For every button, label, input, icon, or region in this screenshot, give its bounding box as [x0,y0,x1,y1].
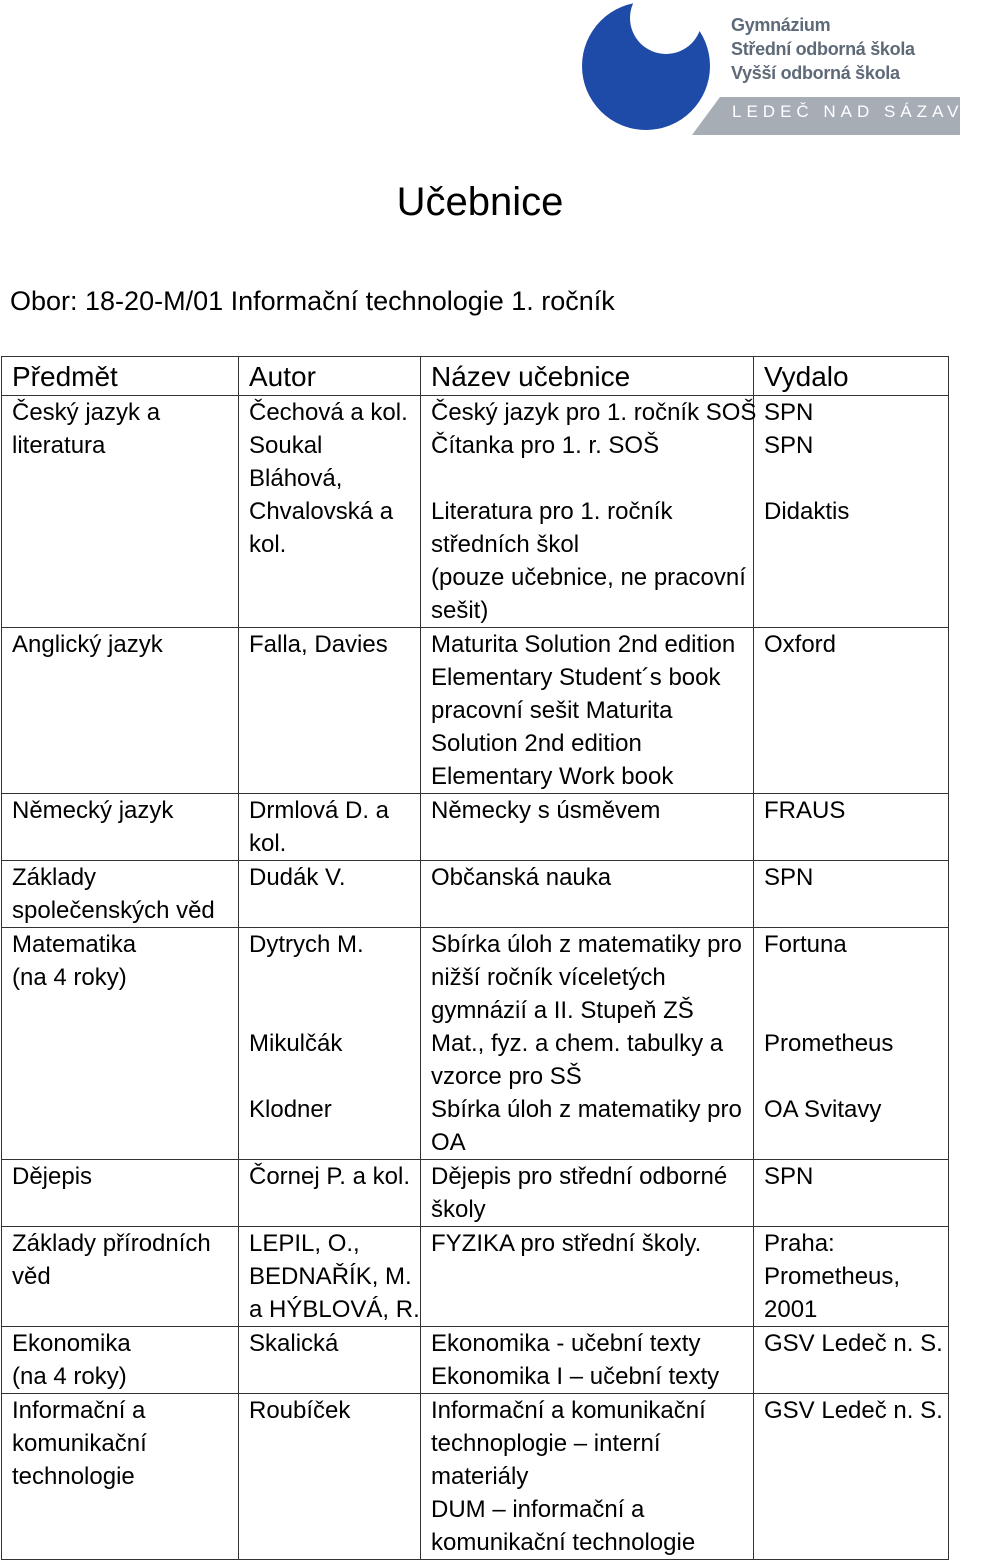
author-line: Skalická [249,1330,339,1357]
publisher-line: Didaktis [764,498,850,525]
author-line: Klodner [249,1096,332,1123]
cell-author [239,928,421,1160]
title-line: (pouze učebnice, ne pracovní [431,564,746,591]
header-title: Název učebnice [421,357,754,396]
author-line: kol. [249,531,287,558]
publisher-line: SPN [764,1163,814,1190]
title-line: nižší ročník víceletých [431,964,666,991]
table-row [2,794,949,861]
cell-subject [2,1327,239,1394]
table-header-row [2,357,949,396]
publisher-line [764,994,942,1027]
cell-title [421,1394,754,1560]
subject-line: Matematika [12,931,137,958]
publisher-line: Fortuna [764,931,847,958]
author-line: Drmlová D. a [249,797,390,824]
title-line: školy [431,1196,486,1223]
logo-city: LEDEČ NAD SÁZAVOU [732,102,999,121]
author-line: Chvalovská a [249,498,394,525]
title-line: středních škol [431,531,580,558]
author-line: Mikulčák [249,1030,343,1057]
cell-title [421,794,754,861]
logo-text-gymnazium: Gymnázium [731,15,831,35]
title-line: Dějepis pro střední odborné [431,1163,728,1190]
cell-author [239,794,421,861]
publisher-line: SPN [764,432,814,459]
textbook-table [1,356,949,1560]
subject-line: Ekonomika [12,1330,131,1357]
title-line: Elementary Student´s book [431,664,721,691]
cell-title [421,928,754,1160]
cell-publisher [754,628,949,794]
publisher-line: 2001 [764,1296,818,1323]
subject-line: Základy přírodních [12,1230,211,1257]
subject-line: komunikační [12,1430,147,1457]
author-line: Dytrych M. [249,931,364,958]
author-line [249,961,414,994]
title-line: Mat., fyz. a chem. tabulky a [431,1030,724,1057]
publisher-line: GSV Ledeč n. S. [764,1397,943,1424]
cell-subject [2,1160,239,1227]
title-line: Literatura pro 1. ročník [431,498,673,525]
author-line: Čechová a kol. [249,399,408,426]
title-line: Český jazyk pro 1. ročník SOŠ [431,399,757,426]
cell-title [421,628,754,794]
cell-author [239,1160,421,1227]
subject-line: Základy [12,864,97,891]
table-row [2,628,949,794]
cell-publisher [754,861,949,928]
publisher-line: Prometheus [764,1030,894,1057]
page-title: Učebnice [396,180,564,224]
publisher-line: OA Svitavy [764,1096,882,1123]
title-line: materiály [431,1463,529,1490]
title-line: sešit) [431,597,489,624]
cell-publisher [754,1327,949,1394]
author-line: BEDNAŘÍK, M. [249,1263,412,1290]
cell-subject [2,396,239,628]
title-line: Solution 2nd edition [431,730,642,757]
table-row [2,861,949,928]
author-line: Roubíček [249,1397,351,1424]
table-row [2,928,949,1160]
author-line: Dudák V. [249,864,346,891]
publisher-line [764,961,942,994]
subject-line: věd [12,1263,51,1290]
author-line: Falla, Davies [249,631,388,658]
cell-publisher [754,928,949,1160]
cell-author [239,1227,421,1327]
cell-subject [2,628,239,794]
publisher-line: SPN [764,864,814,891]
title-line: Ekonomika - učební texty [431,1330,701,1357]
cell-publisher [754,1394,949,1560]
cell-author [239,396,421,628]
logo-text-sos: Střední odborná škola [731,39,915,59]
cell-publisher [754,1227,949,1327]
title-line: pracovní sešit Maturita [431,697,673,724]
table-row [2,1394,949,1560]
title-line: Maturita Solution 2nd edition [431,631,736,658]
table-row [2,396,949,628]
cell-author [239,1394,421,1560]
author-line: kol. [249,830,287,857]
subject-line: společenských věd [12,897,215,924]
page-subtitle: Obor: 18-20-M/01 Informační technologie 1. ročník [10,286,615,316]
subject-line: technologie [12,1463,135,1490]
subject-line: Anglický jazyk [12,631,163,658]
title-line: komunikační technologie [431,1529,696,1556]
publisher-line: Praha: [764,1230,835,1257]
subject-line: Informační a [12,1397,146,1424]
header-subject: Předmět [2,357,239,396]
header-author: Autor [239,357,421,396]
cell-author [239,861,421,928]
cell-title [421,1327,754,1394]
author-line: Bláhová, [249,465,343,492]
author-line [249,1060,414,1093]
author-line: a HÝBLOVÁ, R. [249,1296,420,1323]
title-line: Ekonomika I – učební texty [431,1363,720,1390]
cell-publisher [754,794,949,861]
publisher-line: Prometheus, [764,1263,901,1290]
table-row [2,1327,949,1394]
subject-line: Český jazyk a [12,399,161,426]
title-line: Občanská nauka [431,864,612,891]
cell-publisher [754,396,949,628]
subject-line: Německý jazyk [12,797,174,824]
cell-subject [2,1394,239,1560]
cell-author [239,1327,421,1394]
title-line: Čítanka pro 1. r. SOŠ [431,432,660,459]
cell-title [421,396,757,628]
publisher-line [764,462,942,495]
author-line: Čornej P. a kol. [249,1163,410,1190]
table-row [2,1160,949,1227]
author-line [249,994,414,1027]
publisher-line: Oxford [764,631,837,658]
school-logo [580,0,999,135]
title-line: Sbírka úloh z matematiky pro [431,931,742,958]
cell-publisher [754,1160,949,1227]
cell-author [239,628,421,794]
cell-title [421,861,754,928]
title-line: OA [431,1129,466,1156]
publisher-line: GSV Ledeč n. S. [764,1330,943,1357]
title-line: FYZIKA pro střední školy. [431,1230,702,1257]
author-line: Soukal [249,432,323,459]
cell-subject [2,794,239,861]
title-line: vzorce pro SŠ [431,1063,582,1090]
cell-subject [2,928,239,1160]
cell-title [421,1227,754,1327]
publisher-line [764,1060,942,1093]
logo-text-vos: Vyšší odborná škola [731,63,900,83]
header-publisher: Vydalo [754,357,949,396]
subject-line: (na 4 roky) [12,964,127,991]
publisher-line: SPN [764,399,814,426]
cell-title [421,1160,754,1227]
subject-line: Dějepis [12,1163,93,1190]
title-line: technoplogie – interní [431,1430,661,1457]
author-line: LEPIL, O., [249,1230,360,1257]
title-line: DUM – informační a [431,1496,645,1523]
title-line [431,462,747,495]
table-row [2,1227,949,1327]
title-line: Německy s úsměvem [431,797,661,824]
title-line: Elementary Work book [431,763,674,790]
subject-line: (na 4 roky) [12,1363,127,1390]
subject-line: literatura [12,432,106,459]
cell-subject [2,1227,239,1327]
title-line: gymnázií a II. Stupeň ZŠ [431,997,694,1024]
title-line: Sbírka úloh z matematiky pro [431,1096,742,1123]
title-line: Informační a komunikační [431,1397,706,1424]
publisher-line: FRAUS [764,797,846,824]
cell-subject [2,861,239,928]
